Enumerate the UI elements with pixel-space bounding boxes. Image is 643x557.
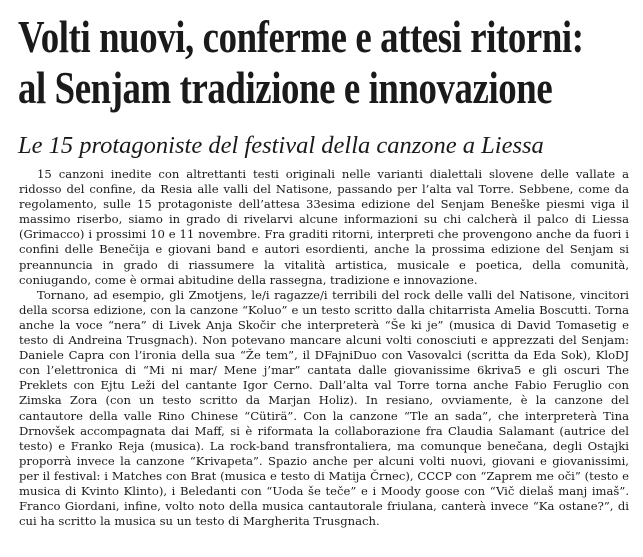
subtitle: Le 15 protagoniste del festival della canzone a Liessa <box>18 132 544 159</box>
headline <box>18 11 584 113</box>
paragraph-1: 15 canzoni inedite con altrettanti testi originali nelle varianti dialettali slovene delle vallate a ridosso del confine, da Resia alle valli del Natisone, passando per l’alta val Torre. Sebbene, come da regolamento, sulle 15 protagoniste dell’attesa 33esima edizione del Senjam Beneške piesmi viga il massimo riserbo, siamo in grado di rivelarvi alcune informazioni su chi calcherà il palco di Liessa (Grimacco) i prossimi 10 e 11 novembre. Fra graditi ritorni, interpreti che provengono anche da fuori i confini delle Benečija e giovani band e autori esordienti, anche la prossima edizione del Senjam si preannuncia in grado di riassumere la vitalità artistica, musicale e poetica, della comunità, coniugando, come è ormai abitudine della rassegna, tradizione e innovazione. <box>19 167 629 287</box>
paragraph-2: Tornano, ad esempio, gli Zmotjens, le/i ragazze/i terribili del rock delle valli del Natisone, vincitori della scorsa edizione, con la canzone “Koluo” e un testo scritto dalla chitarrista Amelia Boscutti. Torna anche la voce “nera” di Livek Anja Skočir che interpreterà “Še ki je” (musica di David Tomasetig e testo di Andreina Trusgnach). Non potevano mancare alcuni volti conosciuti e apprezzati del Senjam: Daniele Capra con l’ironia della sua “Že tem”, il DFajniDuo con Vasovalci (scritta da Eda Sok), KloDJ con l’elettronica di “Mi ni mar/ Mene j’mar” cantata dalle giovanissime 6kriva5 e gli oscuri The Preklets con Ejtu Leži del cantante Igor Cerno. Dall’alta val Torre torna anche Fabio Feruglio con Zimska Zora (con un testo scritto da Marjan Holiz). In resiano, ovviamente, è la canzone del cantautore della valle Rino Chinese “Cütirä”. Con la canzone “Tle an sada”, che interpreterà Tina Drnovšek accompagnata dai Maff, si è riformata la collaborazione fra Claudia Salamant (autrice del testo) e Franko Reja (musica). La rock-band transfrontaliera, ma comunque benečana, degli Ostajki proporrà invece la canzone “Krivapeta”. Spazio anche per alcuni volti nuovi, giovani e giovanissimi, per il festival: i Matches con Brat (musica e testo di Matija Črnec), CCCP con “Zaprem me oči” (testo e musica di Kvinto Klinto), i Beledanti con “Uoda še teče” e i Moody goose con “Vič dielaš manj imaš”. Franco Giordani, infine, volto noto della musica cantautorale friulana, canterà invece “Ka ostane?”, di cui ha scritto la musica su un testo di Margherita Trusgnach. <box>19 287 629 529</box>
article-body <box>19 167 629 529</box>
headline-line-2: al Senjam tradizione e innovazione <box>18 62 553 113</box>
headline-line-1: Volti nuovi, conferme e attesi ritorni: <box>18 11 584 62</box>
